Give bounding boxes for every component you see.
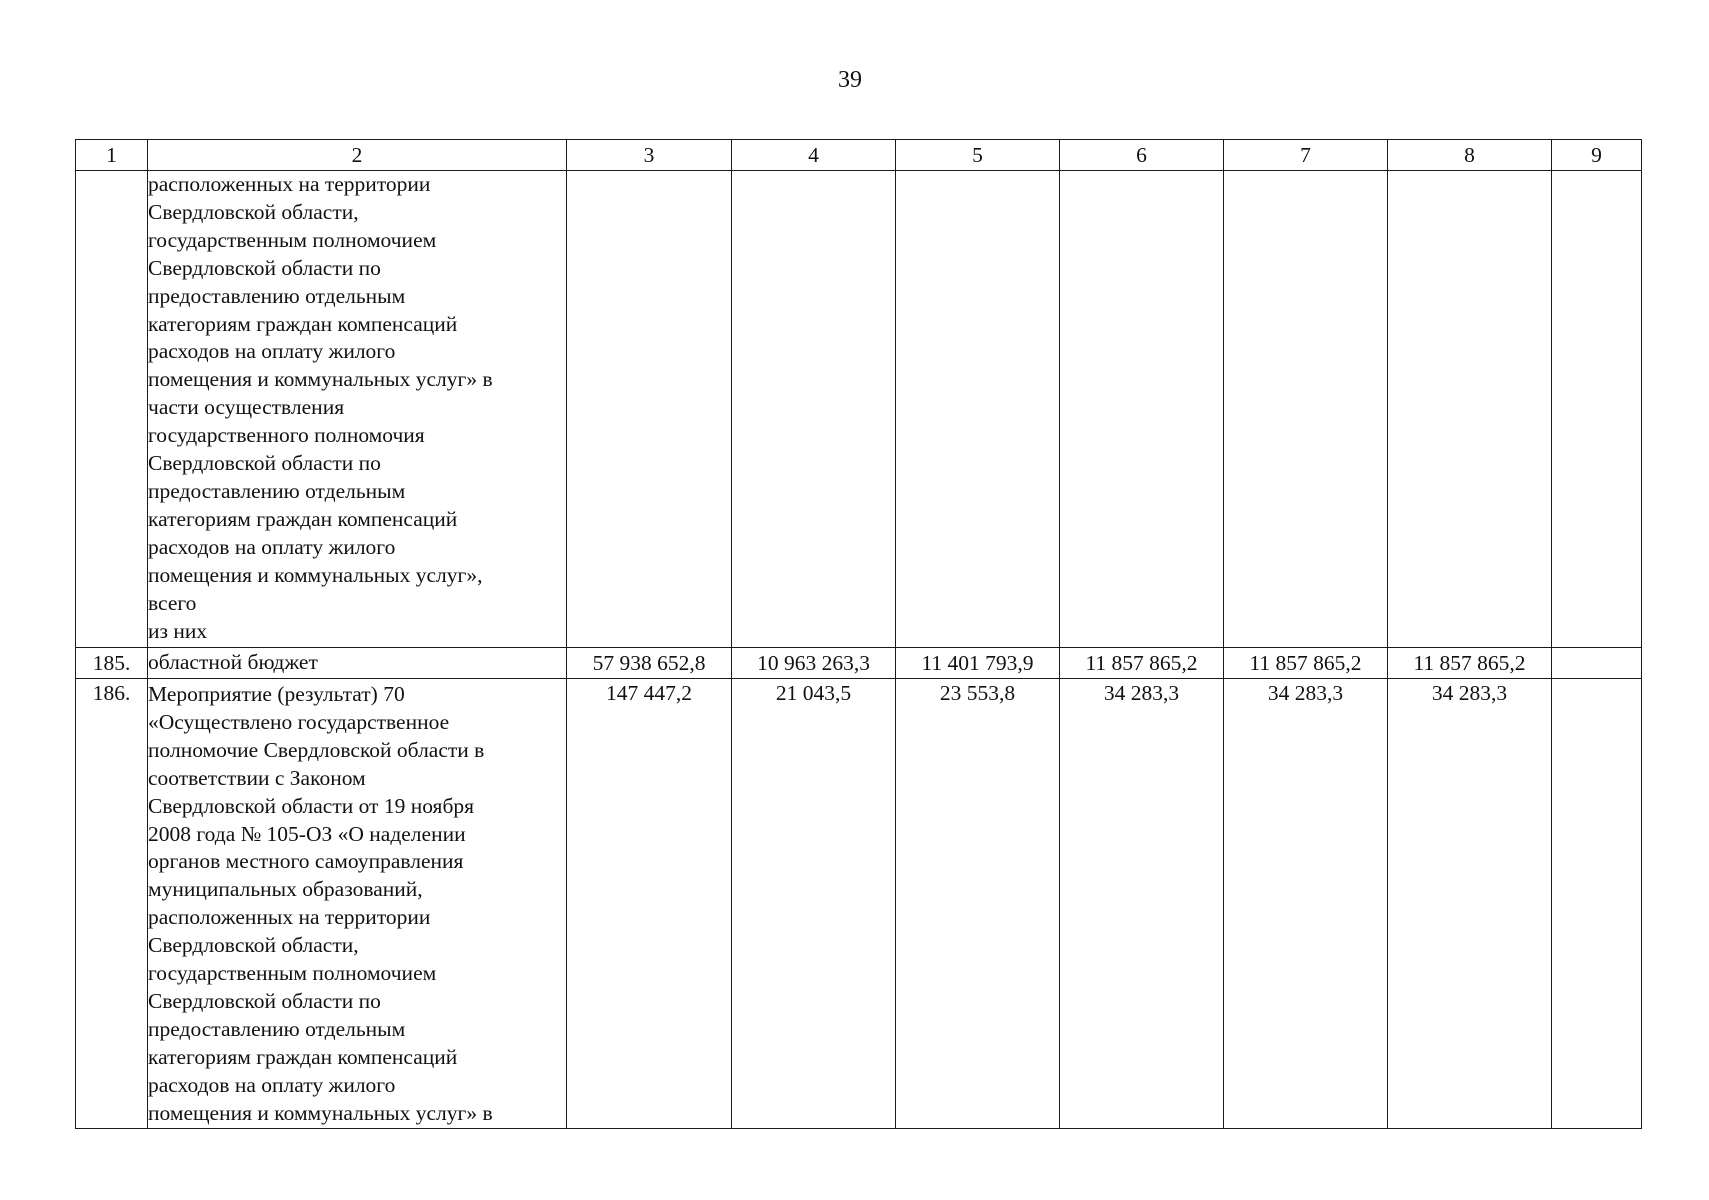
value-cell: [1224, 171, 1388, 648]
column-header: 5: [896, 140, 1060, 171]
description-line: «Осуществлено государственное: [148, 709, 450, 734]
value-cell: 23 553,8: [896, 679, 1060, 1129]
description-line: предоставлению отдельным: [148, 283, 406, 308]
description-line: полномочие Свердловской области в: [148, 737, 485, 762]
column-header: 9: [1552, 140, 1642, 171]
description-line: части осуществления: [148, 395, 345, 420]
value-cell: 34 283,3: [1224, 679, 1388, 1129]
description-line: расходов на оплату жилого: [148, 339, 396, 364]
description-line: областной бюджет: [148, 650, 318, 675]
value-cell: [1552, 679, 1642, 1129]
value-cell: [1060, 171, 1224, 648]
column-header: 7: [1224, 140, 1388, 171]
description-line: расположенных на территории: [148, 905, 431, 930]
row-number: [76, 171, 148, 648]
value-cell: 34 283,3: [1388, 679, 1552, 1129]
description-line: Свердловской области от 19 ноября: [148, 793, 475, 818]
table-row: [76, 648, 1642, 679]
column-header: 6: [1060, 140, 1224, 171]
column-header: 8: [1388, 140, 1552, 171]
column-header: 3: [567, 140, 732, 171]
description-line: органов местного самоуправления: [148, 849, 464, 874]
description-line: Свердловской области по: [148, 451, 381, 476]
value-cell: [1552, 171, 1642, 648]
value-cell: 11 401 793,9: [896, 648, 1060, 679]
table-row: [76, 679, 1642, 1129]
column-header: 2: [148, 140, 567, 171]
description-line: муниципальных образований,: [148, 877, 423, 902]
value-cell: 34 283,3: [1060, 679, 1224, 1129]
row-description: [148, 679, 567, 1129]
description-line: помещения и коммунальных услуг»,: [148, 562, 483, 587]
description-line: Свердловской области по: [148, 255, 381, 280]
description-line: всего: [148, 590, 197, 615]
description-line: из них: [148, 618, 208, 643]
value-cell: [732, 171, 896, 648]
description-line: помещения и коммунальных услуг» в: [148, 1100, 493, 1125]
page-number: 39: [838, 67, 862, 93]
description-line: соответствии с Законом: [148, 765, 366, 790]
value-cell: 11 857 865,2: [1388, 648, 1552, 679]
description-line: предоставлению отдельным: [148, 478, 406, 503]
row-description: [148, 171, 567, 648]
description-line: предоставлению отдельным: [148, 1016, 406, 1041]
value-cell: [1388, 171, 1552, 648]
description-line: категориям граждан компенсаций: [148, 1044, 458, 1069]
description-line: расходов на оплату жилого: [148, 1072, 396, 1097]
row-description: [148, 648, 567, 679]
row-number: 185.: [76, 648, 148, 679]
description-line: категориям граждан компенсаций: [148, 311, 458, 336]
description-line: государственным полномочием: [148, 961, 437, 986]
description-line: расположенных на территории: [148, 172, 431, 196]
description-line: государственным полномочием: [148, 227, 437, 252]
value-cell: 11 857 865,2: [1060, 648, 1224, 679]
value-cell: 11 857 865,2: [1224, 648, 1388, 679]
description-line: категориям граждан компенсаций: [148, 506, 458, 531]
value-cell: 10 963 263,3: [732, 648, 896, 679]
description-line: Мероприятие (результат) 70: [148, 682, 405, 706]
column-header-row: [76, 140, 1642, 171]
description-line: Свердловской области,: [148, 199, 359, 224]
description-line: государственного полномочия: [148, 423, 425, 448]
value-cell: [567, 171, 732, 648]
description-line: Свердловской области по: [148, 988, 381, 1013]
description-line: расходов на оплату жилого: [148, 534, 396, 559]
table-row: [76, 171, 1642, 648]
description-line: Свердловской области,: [148, 933, 359, 958]
value-cell: 21 043,5: [732, 679, 896, 1129]
value-cell: 57 938 652,8: [567, 648, 732, 679]
value-cell: 147 447,2: [567, 679, 732, 1129]
description-line: 2008 года № 105-ОЗ «О наделении: [148, 821, 466, 846]
value-cell: [896, 171, 1060, 648]
budget-table: [75, 139, 1642, 1129]
column-header: 4: [732, 140, 896, 171]
value-cell: [1552, 648, 1642, 679]
row-number: 186.: [76, 679, 148, 1129]
column-header: 1: [76, 140, 148, 171]
description-line: помещения и коммунальных услуг» в: [148, 367, 493, 392]
